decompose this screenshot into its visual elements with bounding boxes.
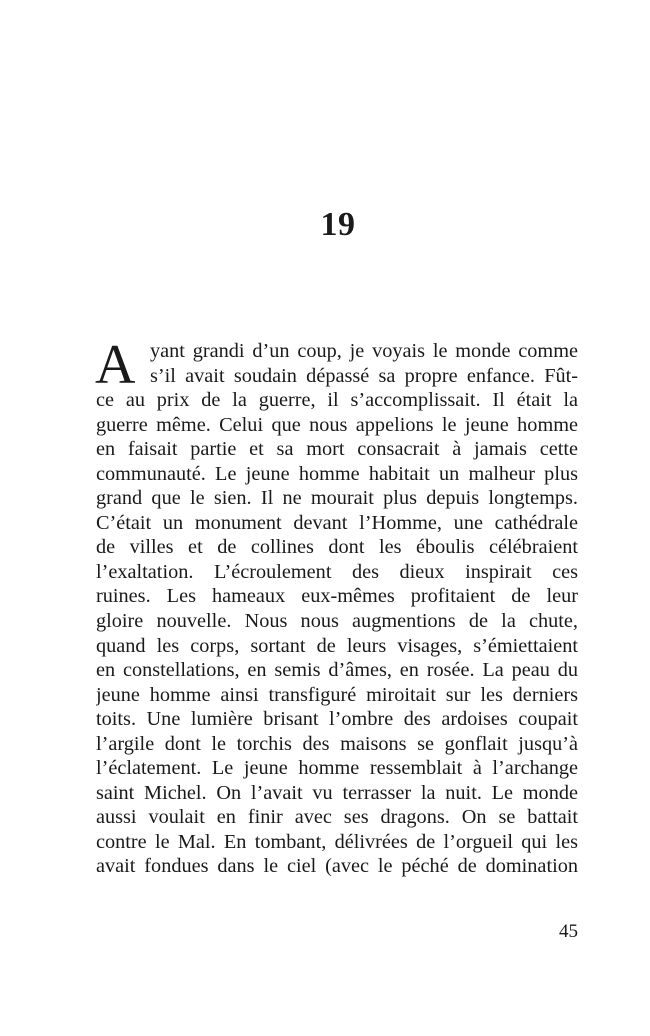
text-line: de villes et de collines dont les éboulis célébraient <box>96 536 578 559</box>
text-line: saint Michel. On l’avait vu terrasser la nuit. Le monde <box>96 781 578 804</box>
text-line: grand que le sien. Il ne mourait plus depuis longtemps. <box>96 487 578 510</box>
text-line: aussi voulait en finir avec ses dragons. On se battait <box>96 806 578 829</box>
text-line: l’éclatement. Le jeune homme ressemblait à l’archange <box>96 757 578 780</box>
text-line: s’il avait soudain dépassé sa propre enfance. Fût- <box>150 364 578 387</box>
text-line: l’exaltation. L’écroulement des dieux inspirait ces <box>96 560 578 583</box>
text-line: gloire nouvelle. Nous nous augmentions de la chute, <box>96 610 578 633</box>
chapter-body-text <box>95 334 578 879</box>
text-line: en faisait partie et sa mort consacrait à jamais cette <box>96 438 578 461</box>
text-line: communauté. Le jeune homme habitait un malheur plus <box>96 462 578 485</box>
text-line: ce au prix de la guerre, il s’accomplissait. Il était la <box>96 389 578 412</box>
text-line: ruines. Les hameaux eux-mêmes profitaient de leur <box>96 585 578 608</box>
chapter-number: 19 <box>320 206 356 243</box>
text-line: C’était un monument devant l’Homme, une cathédrale <box>96 511 578 534</box>
text-line: quand les corps, sortant de leurs visages, s’émiettaient <box>96 634 578 657</box>
page-number: 45 <box>559 921 578 942</box>
text-line: toits. Une lumière brisant l’ombre des ardoises coupait <box>96 708 578 731</box>
drop-cap: A <box>95 334 136 396</box>
text-line: guerre même. Celui que nous appelions le jeune homme <box>96 413 578 436</box>
text-line: l’argile dont le torchis des maisons se gonflait jusqu’à <box>96 732 578 755</box>
text-line: jeune homme ainsi transfiguré miroitait sur les derniers <box>96 683 578 706</box>
text-line: avait fondues dans le ciel (avec le péché de domination <box>96 855 578 878</box>
text-line: yant grandi d’un coup, je voyais le monde comme <box>150 340 578 362</box>
text-line: contre le Mal. En tombant, délivrées de l’orgueil qui les <box>96 830 578 853</box>
text-line: en constellations, en semis d’âmes, en rosée. La peau du <box>96 659 578 682</box>
